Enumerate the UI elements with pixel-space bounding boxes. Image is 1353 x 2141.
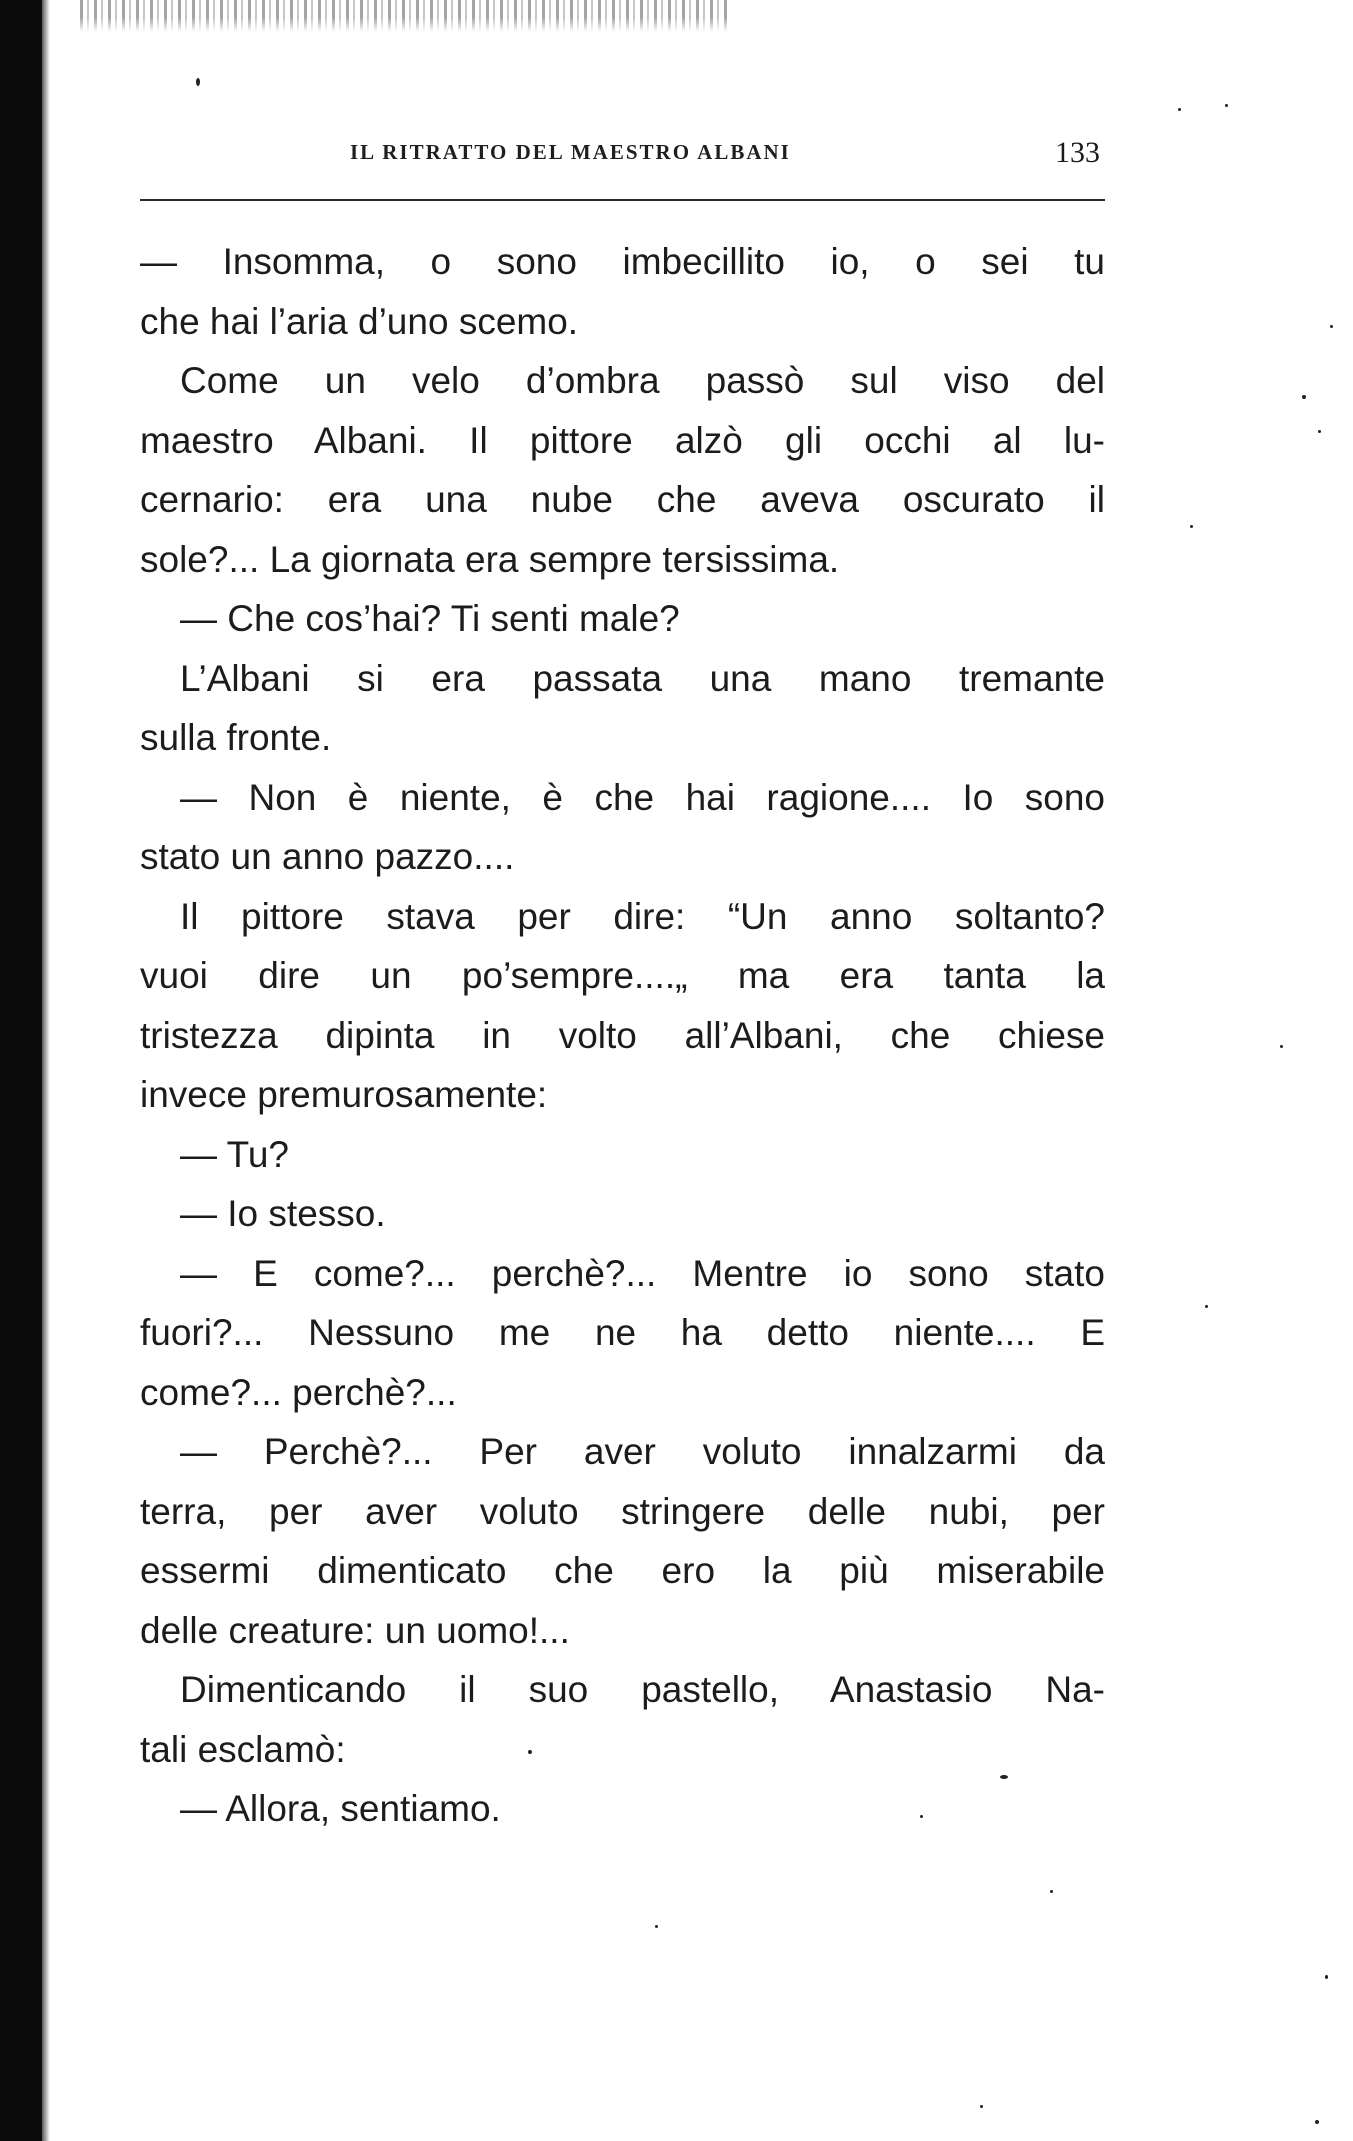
text-line: L’Albani si era passata una mano tremante <box>180 657 1105 699</box>
scan-speck <box>980 2105 983 2108</box>
text-line: sulla fronte. <box>140 717 332 758</box>
text-line: come?... perchè?... <box>140 1371 457 1413</box>
text-line: tali esclamò: <box>140 1728 346 1770</box>
body-text <box>140 232 1105 1839</box>
text-line: — Non è niente, è che hai ragione.... Io sono <box>180 776 1105 818</box>
text-line: cernario: era una nube che aveva oscurato il <box>140 479 1105 520</box>
page-number: 133 <box>1055 136 1100 169</box>
text-line: — E come?... perchè?... Mentre io sono stato <box>180 1252 1105 1294</box>
text-line: sole?... La giornata era sempre tersissima. <box>140 538 840 580</box>
text-line: Come un velo d’ombra passò sul viso del <box>180 360 1105 401</box>
scan-speck <box>1315 2120 1319 2124</box>
text-line: — Tu? <box>180 1133 289 1175</box>
binding-shadow <box>0 0 42 2141</box>
text-line: terra, per aver voluto stringere delle nubi, per <box>140 1490 1105 1532</box>
scan-speck <box>1050 1890 1053 1893</box>
text-line: — Che cos’hai? Ti senti male? <box>180 598 680 639</box>
scan-speck <box>1205 1305 1208 1308</box>
text-line: fuori?... Nessuno me ne ha detto niente.... E <box>140 1312 1105 1353</box>
text-line: delle creature: un uomo!... <box>140 1609 570 1651</box>
scan-speck <box>1280 1045 1283 1048</box>
scan-speck <box>1325 1975 1328 1979</box>
text-line: maestro Albani. Il pittore alzò gli occhi al lu- <box>140 419 1105 461</box>
scan-speck <box>1318 430 1321 433</box>
running-title: IL RITRATTO DEL MAESTRO ALBANI <box>350 140 791 164</box>
header-rule <box>140 199 1105 201</box>
text-line: — Allora, sentiamo. <box>180 1788 501 1829</box>
text-line: — Perchè?... Per aver voluto innalzarmi da <box>180 1431 1105 1472</box>
text-line: stato un anno pazzo.... <box>140 836 515 877</box>
text-line: — Io stesso. <box>180 1193 386 1234</box>
scan-speck <box>1302 395 1306 399</box>
scan-speck <box>1190 525 1193 528</box>
text-line: Il pittore stava per dire: “Un anno soltanto? <box>180 895 1105 937</box>
scan-speck <box>1330 325 1333 328</box>
text-line: Dimenticando il suo pastello, Anastasio Na- <box>180 1669 1105 1710</box>
text-line: essermi dimenticato che ero la più miserabile <box>140 1550 1105 1591</box>
text-line: tristezza dipinta in volto all’Albani, che chiese <box>140 1014 1105 1056</box>
scan-speck <box>1225 104 1228 107</box>
running-head <box>140 136 1100 180</box>
scan-noise <box>80 0 730 32</box>
scan-speck <box>196 78 200 86</box>
text-line: invece premurosamente: <box>140 1074 548 1115</box>
binding-edge <box>42 0 50 2141</box>
scan-speck <box>655 1925 658 1928</box>
text-line: vuoi dire un po’sempre....„ ma era tanta la <box>140 955 1105 996</box>
text-line: — Insomma, o sono imbecillito io, o sei tu <box>140 241 1105 282</box>
text-line: che hai l’aria d’uno scemo. <box>140 300 579 342</box>
scan-speck <box>1178 108 1181 111</box>
